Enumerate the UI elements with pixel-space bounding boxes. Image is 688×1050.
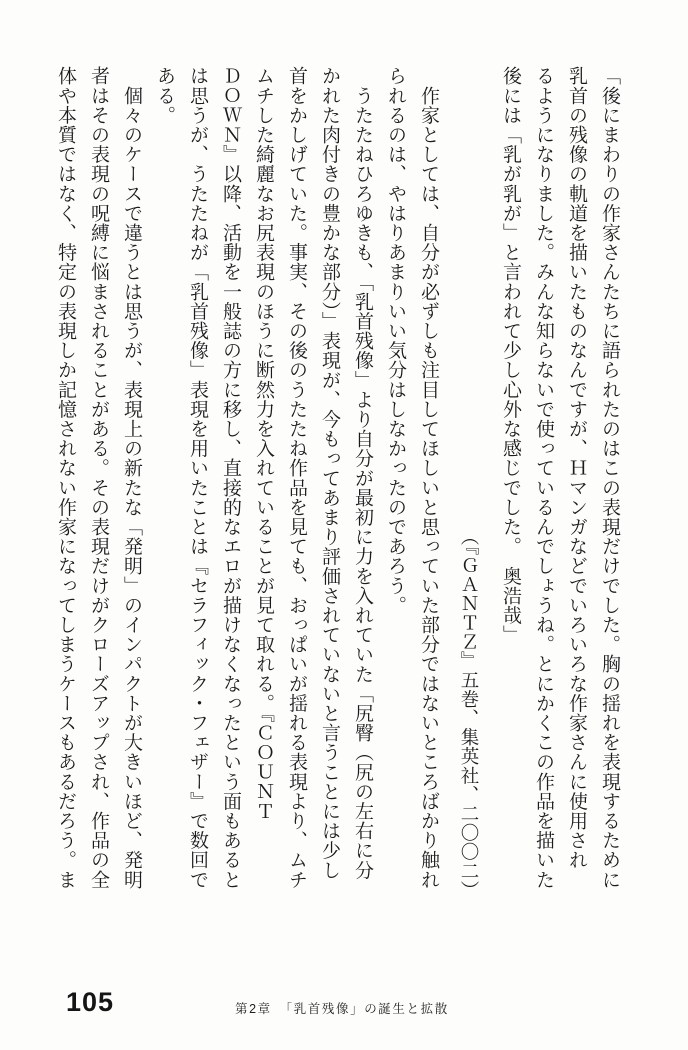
quote-attribution: （『ＧＡＮＴＺ』五巻、集英社、二〇〇二） xyxy=(459,527,480,900)
body-line: 者はその表現の呪縛に悩まされることがある。その表現だけがクローズアップされ、作品の全 xyxy=(88,66,109,890)
quote-line: 乳首の残像の軌道を描いたものなんですが、Ｈマンガなどでいろいろな作家さんに使用され xyxy=(566,66,587,870)
body-line: うたたねひろゆきも、「乳首残像」より自分が最初に力を入れていた「尻臀（尻の左右に分 xyxy=(352,66,373,880)
body-line: ムチした綺麗なお尻表現のほうに断然力を入れていることが見て取れる。『ＣＯＵＮＴ xyxy=(253,66,274,821)
body-line: 作家としては、自分が必ずしも注目してほしいと思っていた部分ではないところばかり触れ xyxy=(418,66,439,890)
body-line: は思うが、うたたねが「乳首残像」表現を用いたことは『セラフィック・フェザー』で数回で xyxy=(187,66,208,890)
body-line: られるのは、やはりあまりいい気分はしなかったのであろう。 xyxy=(385,66,406,615)
chapter-title: 第2章 「乳首残像」の誕生と拡散 xyxy=(235,1002,449,1016)
page-text-block xyxy=(49,66,626,900)
body-line: かれた肉付きの豊かな部分）」表現が、今もってあまり評価されていないと言うことには少し xyxy=(319,66,340,880)
quote-line: るようになりました。みんな知らないで使っているんでしょうね。とにかくこの作品を描いた xyxy=(533,66,554,890)
body-line: 首をかしげていた。事実、その後のうたたね作品を見ても、おっぱいが揺れる表現より、ムチ xyxy=(286,66,307,890)
quote-line: 後には「乳が乳が」と言われて少し心外な感じでした。 奥浩哉」 xyxy=(500,66,521,645)
body-line: 個々のケースで違うとは思うが、表現上の新たな「発明」のインパクトが大きいほど、発明 xyxy=(121,66,142,890)
body-line: ある。 xyxy=(154,66,175,125)
quote-line: 「後にまわりの作家さんたちに語られたのはこの表現だけでした。胸の揺れを表現するために xyxy=(599,66,620,890)
page-number: 105 xyxy=(66,987,115,1017)
body-line: 体や本質ではなく、特定の表現しか記憶されない作家になってしまうケースもあるだろう。ま xyxy=(55,66,76,890)
body-line: ＤＯＷＮ』以降、活動を一般誌の方に移し、直接的なエロが描けなくなったという面もあると xyxy=(220,66,241,890)
